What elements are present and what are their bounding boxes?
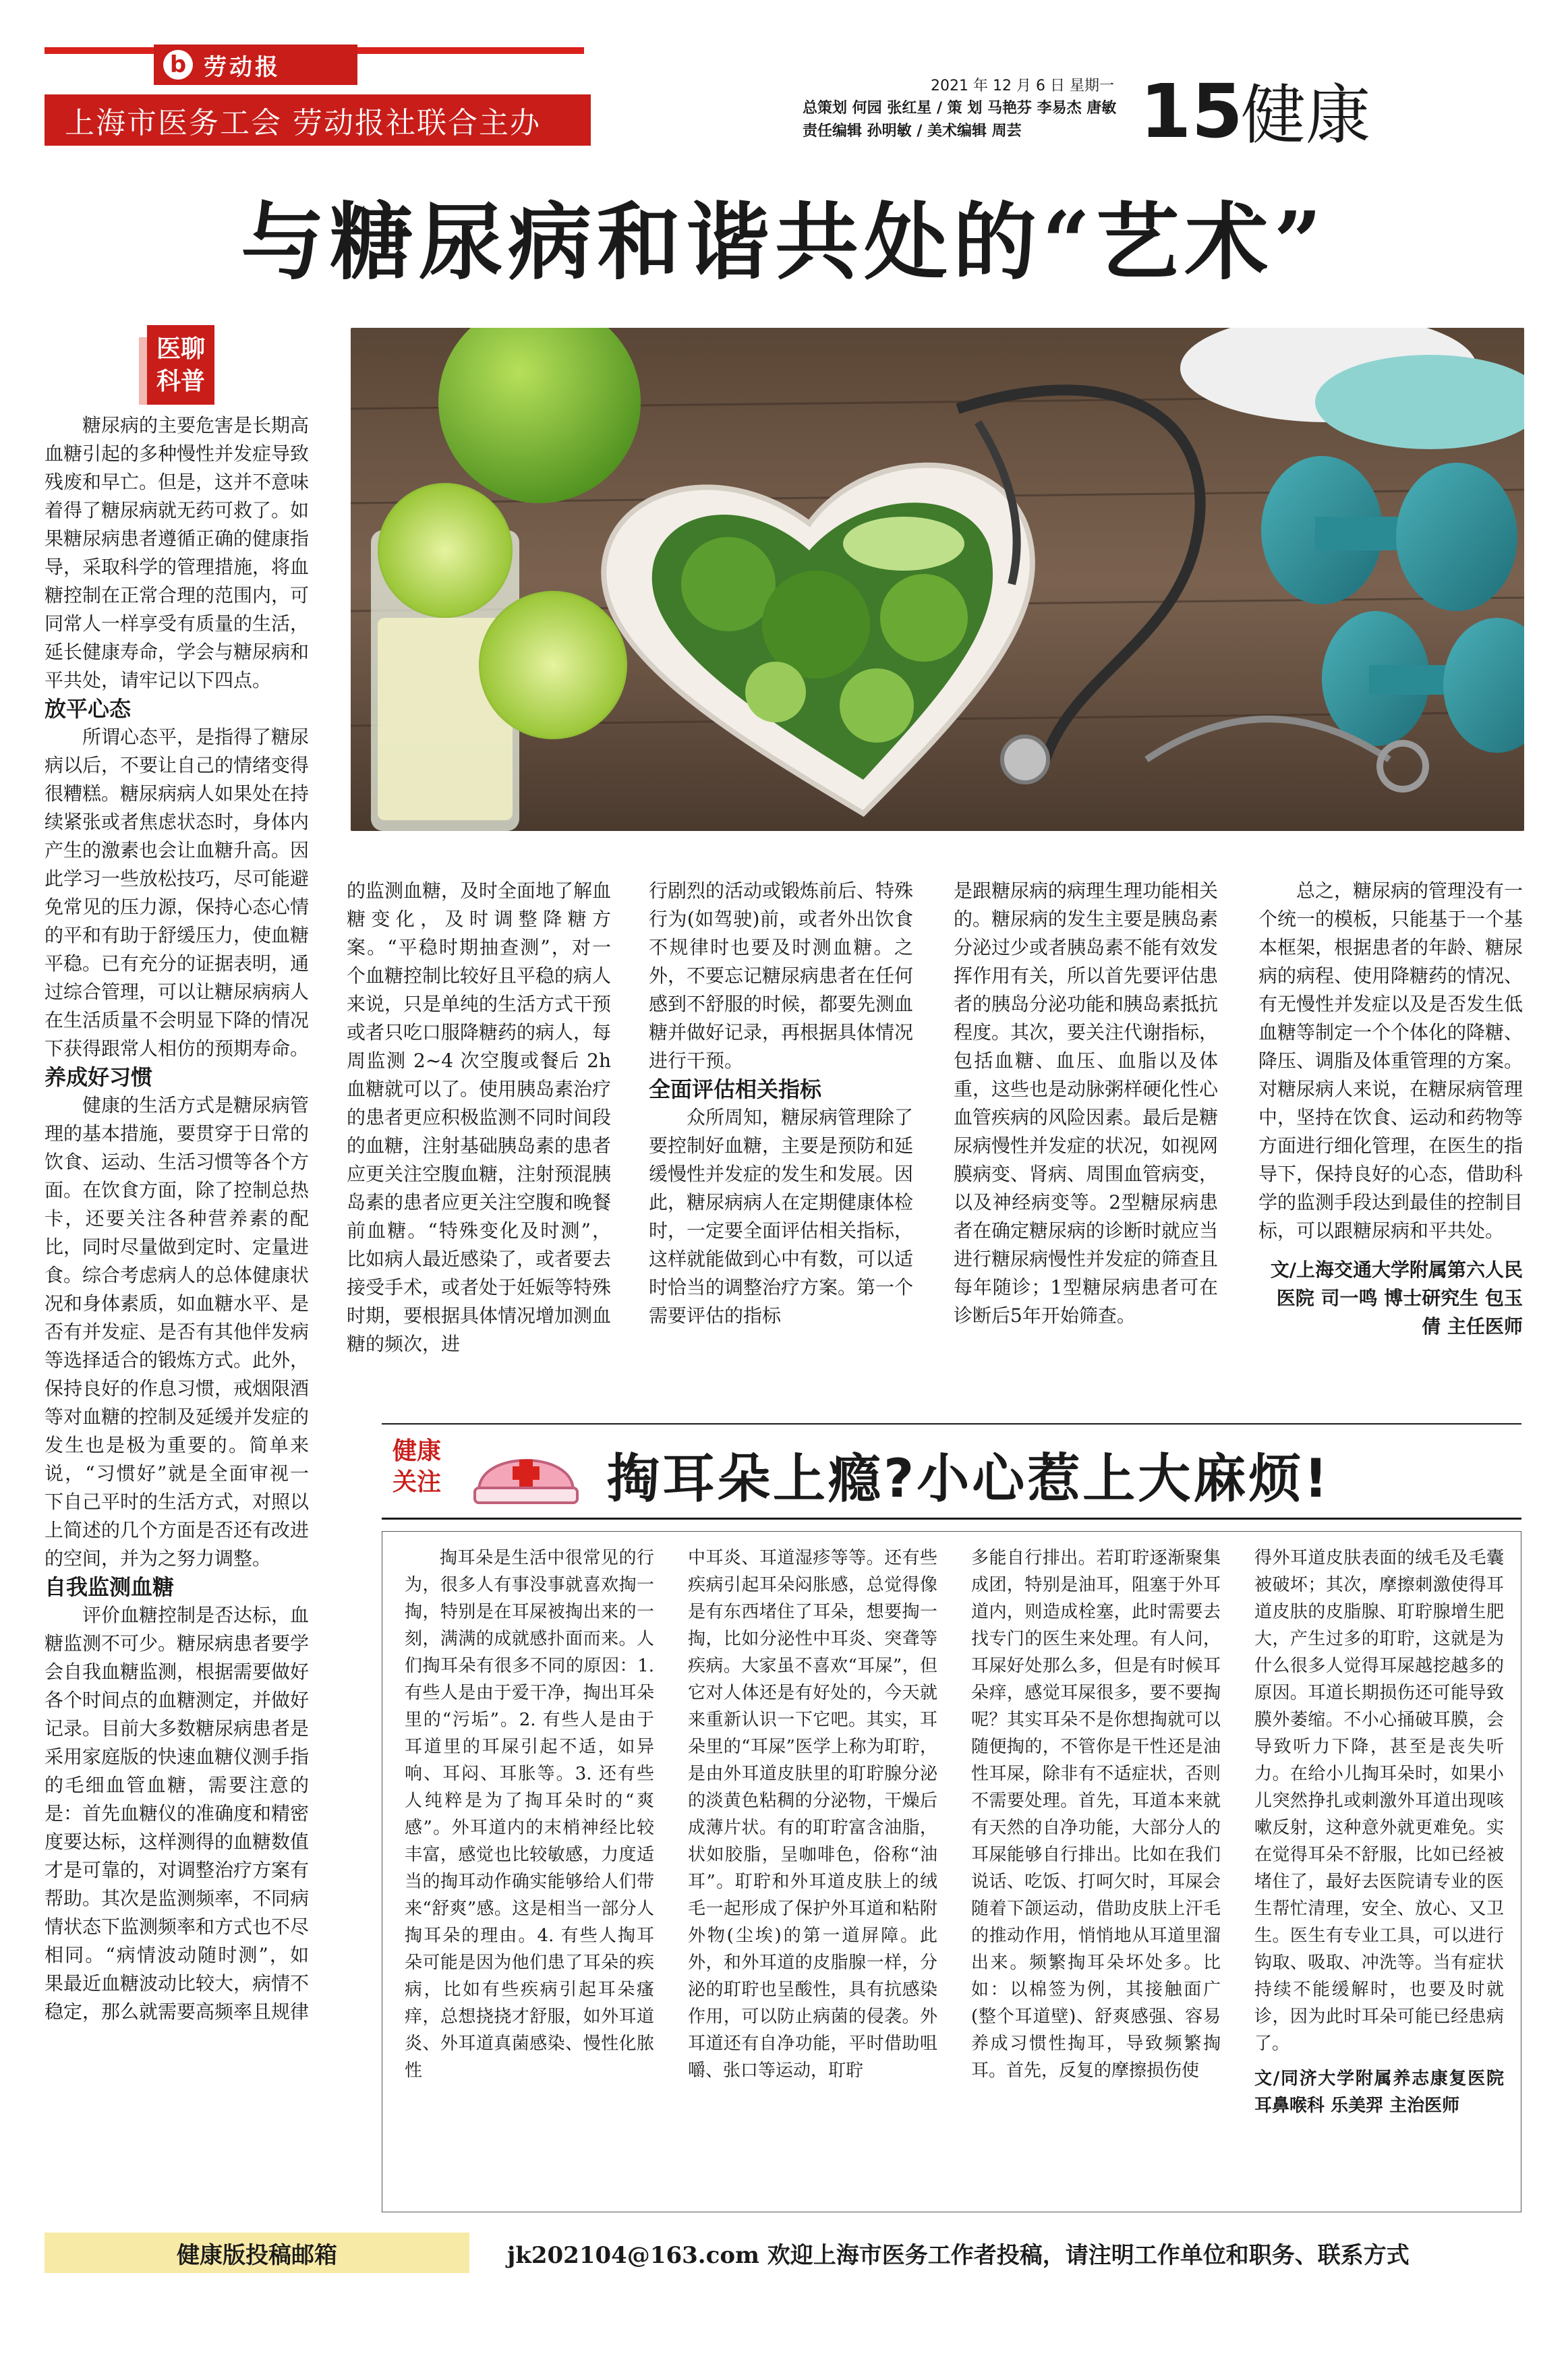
food-heart-photo [351, 328, 1524, 831]
article-column-3 [649, 877, 913, 1330]
intro-paragraph: 糖尿病的主要危害是长期高血糖引起的多种慢性并发症导致残废和早亡。但是，这并不意味着得了糖尿病就无药可救了。如果糖尿病患者遵循正确的健康指导，采取科学的管理措施，将血糖控制在正常合理的范围内，可同常人一样享受有质量的生活，延长健康寿命，学会与糖尿病和平共处，请牢记以下四点。 [45, 414, 310, 691]
article-column-5 [1258, 877, 1523, 1341]
column-tag [147, 325, 214, 405]
logo-mark: b [163, 50, 193, 80]
subhead-1: 放平心态 [45, 696, 132, 722]
paragraph-6: 众所周知，糖尿病管理除了要控制好血糖，主要是预防和延缓慢性并发症的发生和发展。因此，糖尿病病人在定期健康体检时，一定要全面评估相关指标，这样就能做到心中有数，可以适时恰当的调整治疗方案。第一个需要评估的指标 [649, 1106, 914, 1327]
article-column-4 [954, 877, 1218, 1330]
article2-text-2: 中耳炎、耳道湿疹等等。还有些疾病引起耳朵闷胀感，总觉得像是有东西堵住了耳朵，想要掏一掏，比如分泌性中耳炎、突聋等疾病。大家虽不喜欢“耳屎”，但它对人体还是有好处的，今天就来重新认识一下它吧。其实，耳朵里的“耳屎”医学上称为耵聍，是由外耳道皮肤里的耵聍腺分泌的淡黄色粘稠的分泌物，干燥后成薄片状。有的耵聍富含油脂，状如胶脂，呈咖啡色，俗称“油耳”。耵聍和外耳道皮肤上的绒毛一起形成了保护外耳道和粘附外物(尘埃)的第一道屏障。此外，和外耳道的皮脂腺一样，分泌的耵聍也呈酸性，具有抗感染作用，可以防止病菌的侵袭。外耳道还有自净功能，平时借助咀嚼、张口等运动，耵聍 [688, 1548, 937, 2081]
article2-column-3 [971, 1545, 1221, 2084]
photo-illustration [351, 328, 1524, 831]
nurse-cap-svg [465, 1430, 587, 1511]
footer-label: 健康版投稿邮箱 [45, 2233, 469, 2273]
column-tag-stripe [139, 337, 147, 405]
subhead-2: 养成好习惯 [45, 1064, 153, 1090]
paragraph-7: 是跟糖尿病的病理生理功能相关的。糖尿病的发生主要是胰岛素分泌过少或者胰岛素不能有效发挥作用有关，所以首先要评估患者的胰岛分泌功能和胰岛素抵抗程度。其次，要关注代谢指标，包括血糖、血压、血脂以及体重，这些也是动脉粥样硬化性心血管疾病的风险因素。最后是糖尿病慢性并发症的状况，如视网膜病变、肾病、周围血管病变，以及神经病变等。2型糖尿病患者在确定糖尿病的诊断时就应当进行糖尿病慢性并发症的筛查且每年随诊；1型糖尿病患者可在诊断后5年开始筛查。 [954, 880, 1219, 1327]
health-focus-tag [384, 1435, 449, 1497]
article2-text-3: 多能自行排出。若耵聍逐渐聚集成团，特别是油耳，阻塞于外耳道内，则造成栓塞，此时需要去找专门的医生来处理。有人问，耳屎好处那么多，但是有时候耳朵痒，感觉耳屎很多，要不要掏呢？其实耳朵不是你想掏就可以随便掏的，不管你是干性还是油性耳屎，除非有不适症状，否则不需要处理。首先，耳道本来就有天然的自净功能，大部分人的耳屎能够自行排出。比如在我们说话、吃饭、打呵欠时，耳屎会随着下颌运动，借助皮肤上汗毛的推动作用，悄悄地从耳道里溜出来。频繁掏耳朵坏处多。比如：以棉签为例，其接触面广(整个耳道壁)、舒爽感强、容易养成习惯性掏耳，导致频繁掏耳。首先，反复的摩擦损伤使 [971, 1548, 1221, 2081]
article2-column-1 [405, 1545, 654, 2084]
newspaper-logo [154, 45, 357, 85]
paragraph-4: 的监测血糖，及时全面地了解血糖变化，及时调整降糖方案。“平稳时期抽查测”，对一个血糖控制比较好且平稳的病人来说，只是单纯的生活方式干预或者只吃口服降糖药的病人，每周监测 2~4 次空腹或餐后 2h 血糖就可以了。使用胰岛素治疗的患者更应积极监测不同时间段的血糖，注射基础胰岛素的患者应更关注空腹血糖，注射预混胰岛素的患者应更关注空腹和晚餐前血糖。“特殊变化及时测”，比如病人最近感染了，或者要去接受手术，或者处于妊娠等特殊时期，要根据具体情况增加测血糖的频次，进 [347, 880, 612, 1355]
article-column-1 [45, 411, 309, 2026]
sponsor-banner: 上海市医务工会 劳动报社联合主办 [45, 94, 591, 146]
article2-column-2 [688, 1545, 937, 2084]
issue-date: 2021 年 12 月 6 日 星期一 [931, 78, 1114, 94]
footer-bar [45, 2233, 1528, 2273]
article2-rule [382, 1518, 1521, 1520]
section-divider [382, 1423, 1521, 1425]
footer-submission-email[interactable]: jk202104@163.com 欢迎上海市医务工作者投稿，请注明工作单位和职务、联系方式 [507, 2241, 1410, 2269]
article2-column-4 [1254, 1545, 1504, 2119]
subhead-3: 自我监测血糖 [45, 1574, 175, 1600]
paragraph-3: 评价血糖控制是否达标，血糖监测不可少。糖尿病患者要学会自我血糖监测，根据需要做好各个时间点的血糖测定，并做好记录。目前大多数糖尿病患者是采用家庭版的快速血糖仪测手指的毛细血管血糖，需要注意的是：首先血糖仪的准确度和精密度要达标，这样测得的血糖数值才是可靠的，对调整治疗方案有帮助。其次是监测频率，不同病情状态下监测频率和方式也不尽相同。“病情波动随时测”，如果最近血糖波动比较大，病情不稳定，那么就需要高频率且规律 [45, 1604, 310, 2023]
article-byline: 文/上海交通大学附属第六人民医院 司一鸣 博士研究生 包玉倩 主任医师 [1270, 1259, 1523, 1338]
page-number: 15 [1140, 68, 1244, 154]
article2-headline: 掏耳朵上瘾?小心惹上大麻烦! [607, 1449, 1331, 1510]
paragraph-8: 总之，糖尿病的管理没有一个统一的模板，只能基于一个基本框架，根据患者的年龄、糖尿病的病程、使用降糖药的情况、有无慢性并发症以及是否发生低血糖等制定一个个体化的降糖、降压、调脂及体重管理的方案。对糖尿病人来说，在糖尿病管理中，坚持在饮食、运动和药物等方面进行细化管理，在医生的指导下，保持良好的心态，借助科学的监测手段达到最佳的控制目标，可以跟糖尿病和平共处。 [1258, 880, 1523, 1242]
column-tag-line-1: 医聊 [156, 335, 205, 363]
paragraph-1: 所谓心态平，是指得了糖尿病以后，不要让自己的情绪变得很糟糕。糖尿病病人如果处在持续紧张或者焦虑状态时，身体内产生的激素也会让血糖升高。因此学习一些放松技巧，尽可能避免常见的压力源，保持心态心情的平和有助于舒缓压力，使血糖平稳。已有充分的证据表明，通过综合管理，可以让糖尿病病人在生活质量不会明显下降的情况下获得跟常人相仿的预期寿命。 [45, 726, 310, 1060]
article2-byline: 文/同济大学附属养志康复医院 耳鼻喉科 乐美羿 主治医师 [1254, 2069, 1504, 2116]
article-headline: 与糖尿病和谐共处的“艺术” [241, 194, 1327, 291]
tag-line-2: 关注 [392, 1468, 441, 1496]
editor-credits [803, 97, 1116, 143]
article-column-2 [347, 877, 611, 1358]
article2-text-4: 得外耳道皮肤表面的绒毛及毛囊被破坏；其次，摩擦刺激使得耳道皮肤的皮脂腺、耵聍腺增生肥大，产生过多的耵聍，这就是为什么很多人觉得耳屎越挖越多的原因。耳道长期损伤还可能导致膜外萎缩。不小心捅破耳膜，会导致听力下降，甚至是丧失听力。在给小儿掏耳朵时，如果小儿突然挣扎或刺激外耳道出现咳嗽反射，这种意外就更难免。实在觉得耳朵不舒服，比如已经被堵住了，最好去医院请专业的医生帮忙清理，安全、放心、又卫生。医生有专业工具，可以进行钩取、吸取、冲洗等。当有症状持续不能缓解时，也要及时就诊，因为此时耳朵可能已经患病了。 [1254, 1548, 1504, 2054]
credits-line-1: 总策划 何园 张红星 / 策 划 马艳芬 李易杰 唐敏 [803, 100, 1117, 117]
logo-text: 劳动报 [204, 53, 281, 81]
subhead-4: 全面评估相关指标 [649, 1076, 822, 1102]
nurse-cap-icon [465, 1430, 587, 1511]
article2-text-1: 掏耳朵是生活中很常见的行为，很多人有事没事就喜欢掏一掏，特别是在耳屎被掏出来的一刻，满满的成就感扑面而来。人们掏耳朵有很多不同的原因：1.有些人是由于爱干净，掏出耳朵里的“污垢”。2. 有些人是由于耳道里的耳屎引起不适，如异响、耳闷、耳胀等。3. 还有些人纯粹是为了掏耳朵时的“爽感”。外耳道内的末梢神经比较丰富，感觉也比较敏感，力度适当的掏耳动作确实能够给人们带来“舒爽”感。这是相当一部分人掏耳朵的理由。4. 有些人掏耳朵可能是因为他们患了耳朵的疾病，比如有些疾病引起耳朵瘙痒，总想挠挠才舒服，如外耳道炎、外耳道真菌感染、慢性化脓性 [405, 1548, 654, 2081]
paragraph-2: 健康的生活方式是糖尿病管理的基本措施，要贯穿于日常的饮食、运动、生活习惯等各个方面。在饮食方面，除了控制总热卡，还要关注各种营养素的配比，同时尽量做到定时、定量进食。综合考虑病人的总体健康状况和身体素质，如血糖水平、是否有并发症、是否有其他伴发病等选择适合的锻炼方式。此外，保持良好的作息习惯，戒烟限酒等对血糖的控制及延缓并发症的发生也是极为重要的。简单来说，“习惯好”就是全面审视一下自己平时的生活方式，对照以上简述的几个方面是否还有改进的空间，并为之努力调整。 [45, 1094, 310, 1570]
section-title: 健康 [1241, 78, 1370, 153]
paragraph-5: 行剧烈的活动或锻炼前后、特殊行为(如驾驶)前，或者外出饮食不规律时也要及时测血糖。之外，不要忘记糖尿病患者在任何感到不舒服的时候，都要先测血糖并做好记录，再根据具体情况进行干预。 [649, 880, 914, 1072]
tag-line-1: 健康 [392, 1437, 441, 1465]
column-tag-line-2: 科普 [156, 367, 205, 395]
credits-line-2: 责任编辑 孙明敏 / 美术编辑 周芸 [803, 123, 1022, 140]
